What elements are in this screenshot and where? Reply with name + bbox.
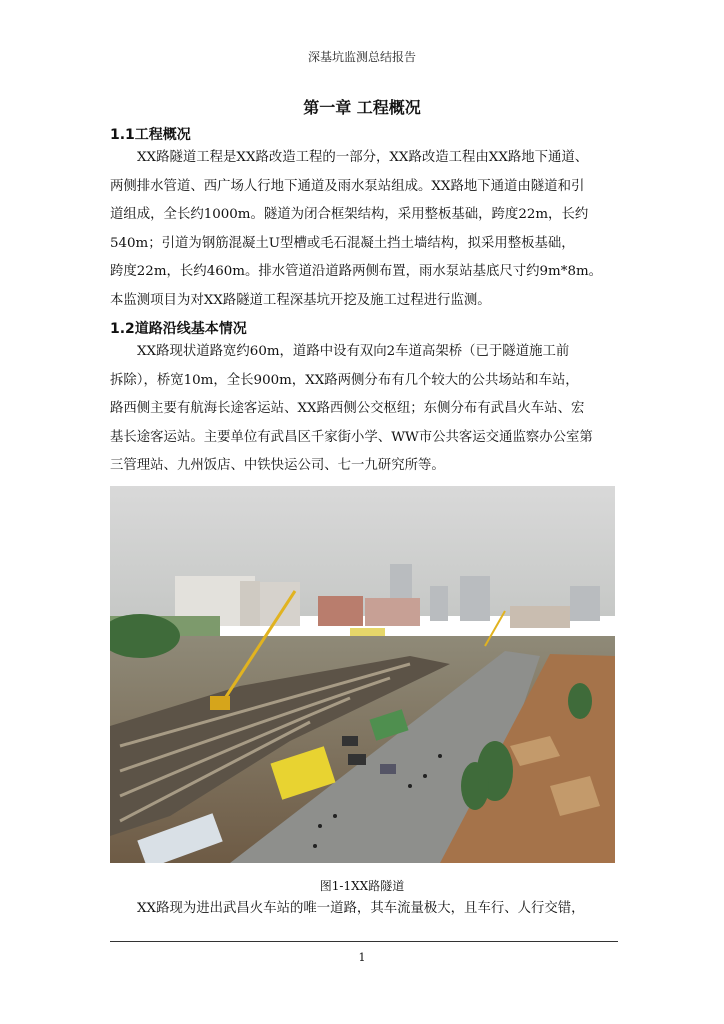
trailing-paragraph bbox=[110, 895, 625, 924]
body-line: XX路现为进出武昌火车站的唯一道路，其车流量极大，且车行、人行交错， bbox=[137, 901, 585, 916]
section-1-1-body bbox=[110, 144, 625, 316]
figure-caption: 图1-1XX路隧道 bbox=[319, 879, 405, 893]
body-line: 路西侧主要有航海长途客运站、XX路西侧公交枢纽；东侧分布有武昌火车站、宏 bbox=[110, 401, 585, 417]
construction-site-photo bbox=[110, 486, 615, 863]
body-line: 本监测项目为对XX路隧道工程深基坑开挖及施工过程进行监测。 bbox=[110, 292, 491, 308]
body-line: 两侧排水管道、西广场人行地下通道及雨水泵站组成。XX路地下通道由隧道和引 bbox=[110, 178, 585, 194]
section-title-1-1: 1.1工程概况 bbox=[110, 127, 191, 143]
body-line: 540m；引道为钢筋混凝土U型槽或毛石混凝土挡土墙结构，拟采用整板基础， bbox=[110, 235, 575, 251]
page-number: 1 bbox=[358, 951, 366, 964]
chapter-title: 第一章 工程概况 bbox=[303, 98, 421, 117]
footer-divider bbox=[110, 941, 618, 942]
section-1-2-body bbox=[110, 338, 625, 481]
body-line: 三管理站、九州饭店、中铁快运公司、七一九研究所等。 bbox=[110, 458, 445, 474]
body-line: 道组成，全长约1000m。隧道为闭合框架结构，采用整板基础，跨度22m，长约 bbox=[110, 207, 589, 223]
section-title-1-2: 1.2道路沿线基本情况 bbox=[110, 321, 247, 337]
running-header: 深基坑监测总结报告 bbox=[307, 50, 416, 64]
body-line: 拆除），桥宽10m，全长900m，XX路两侧分布有几个较大的公共场站和车站， bbox=[110, 372, 579, 388]
body-line: XX路现状道路宽约60m，道路中设有双向2车道高架桥（已于隧道施工前 bbox=[137, 344, 570, 359]
body-line: 跨度22m，长约460m。排水管道沿道路两侧布置，雨水泵站基底尺寸约9m*8m。 bbox=[110, 264, 603, 280]
body-line: 基长途客运站。主要单位有武昌区千家街小学、WW市公共客运交通监察办公室第 bbox=[110, 429, 593, 445]
body-line: XX路隧道工程是XX路改造工程的一部分，XX路改造工程由XX路地下通道、 bbox=[137, 150, 589, 165]
